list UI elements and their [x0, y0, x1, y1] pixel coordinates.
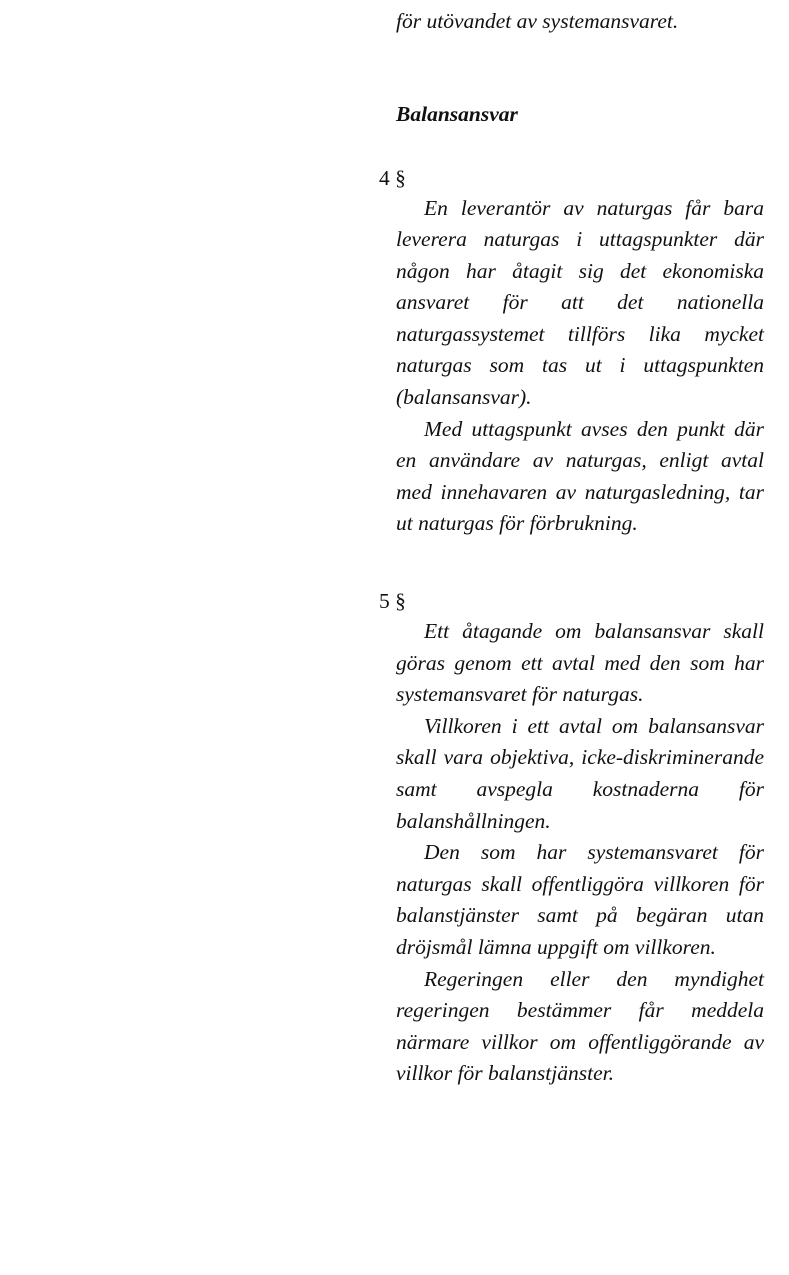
- section-paragraph: Regeringen eller den myndighet regeringen bestämmer får meddela närmare villkor om offentliggörande av villkor för balanstjänster.: [396, 966, 764, 1086]
- section-number: 5 §: [379, 589, 406, 614]
- section-paragraph: Villkoren i ett avtal om balansansvar skall vara objektiva, icke-diskriminerande samt avspegla kostnaderna för balanshållningen.: [396, 713, 764, 833]
- paragraph-section-5: [379, 587, 764, 1090]
- section-paragraph: Den som har systemansvaret för naturgas skall offentliggöra villkoren för balanstjänster samt på begäran utan dröjsmål lämna uppgift om villkoren.: [396, 840, 764, 959]
- section-body: [396, 587, 764, 1090]
- document-column: [379, 0, 764, 1090]
- section-heading: Balansansvar: [396, 101, 518, 126]
- section-paragraph: Ett åtagande om balansansvar skall göras genom ett avtal med den som har systemansvaret för naturgas.: [396, 619, 764, 707]
- paragraph-section-4: [379, 164, 764, 541]
- section-body: [396, 164, 764, 541]
- section-paragraph: En leverantör av naturgas får bara leverera naturgas i uttagspunkter där någon har åtagit sig det ekonomiska ansvaret för att det nationella naturgassystemet tillförs lika mycket naturgas som tas ut i uttagspunkten (balansansvar).: [396, 195, 764, 410]
- section-number: 4 §: [379, 165, 406, 190]
- continuation-line: för utövandet av systemansvaret.: [396, 9, 679, 33]
- section-paragraph: Med uttagspunkt avses den punkt där en användare av naturgas, enligt avtal med innehavaren av naturgasledning, tar ut naturgas för förbrukning.: [396, 416, 764, 536]
